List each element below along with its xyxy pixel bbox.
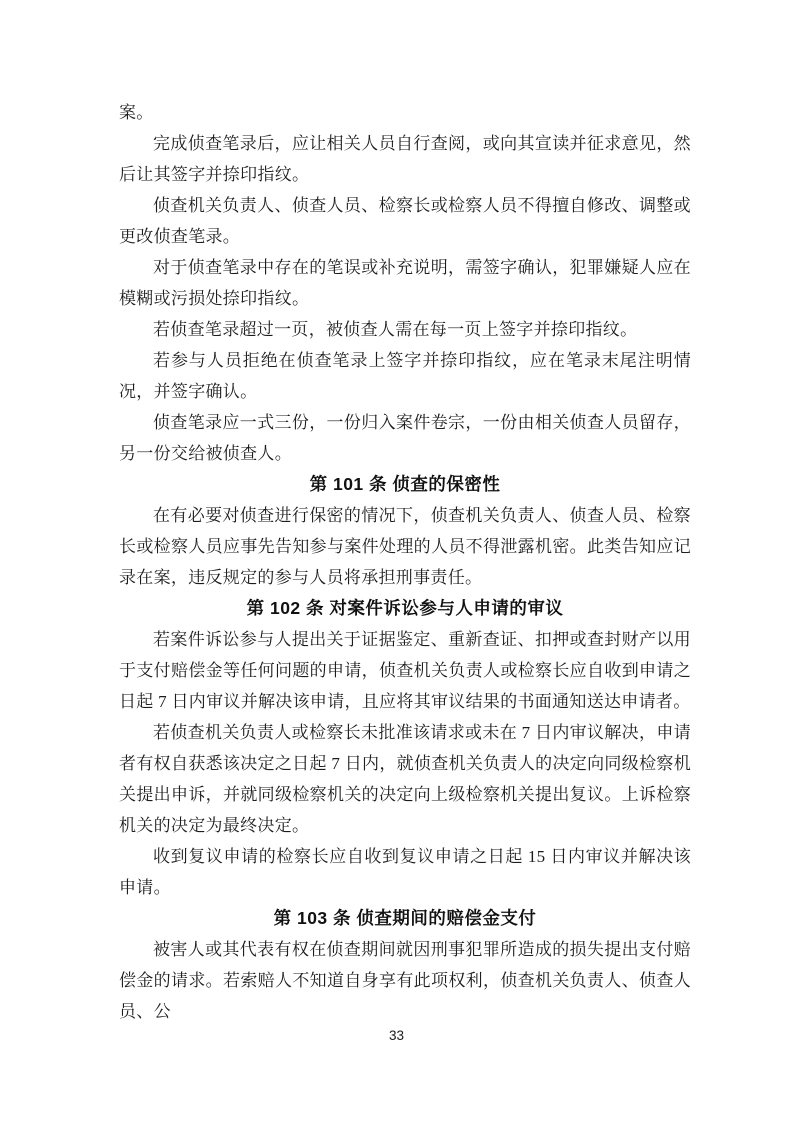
paragraph: 若案件诉讼参与人提出关于证据鉴定、重新查证、扣押或查封财产以用于支付赔偿金等任何问题的申请，侦查机关负责人或检察长应自收到申请之日起 7 日内审议并解决该申请，且应将其审议结果的书面通知送达申请者。	[119, 630, 691, 711]
paragraph: 在有必要对侦查进行保密的情况下，侦查机关负责人、侦查人员、检察长或检察人员应事先告知参与案件处理的人员不得泄露机密。此类告知应记录在案，违反规定的参与人员将承担刑事责任。	[119, 506, 691, 587]
paragraph: 若参与人员拒绝在侦查笔录上签字并捺印指纹，应在笔录末尾注明情况，并签字确认。	[119, 351, 691, 401]
page-number: 33	[388, 1028, 405, 1043]
paragraph: 完成侦查笔录后，应让相关人员自行查阅，或向其宣读并征求意见，然后让其签字并捺印指纹。	[119, 134, 691, 184]
section-heading: 第 102 条 对案件诉讼参与人申请的审议	[246, 598, 564, 618]
document-body	[119, 97, 691, 1027]
paragraph: 侦查机关负责人、侦查人员、检察长或检察人员不得擅自修改、调整或更改侦查笔录。	[119, 196, 691, 246]
paragraph: 对于侦查笔录中存在的笔误或补充说明，需签字确认，犯罪嫌疑人应在模糊或污损处捺印指纹。	[119, 258, 691, 308]
paragraph: 收到复议申请的检察长应自收到复议申请之日起 15 日内审议并解决该申请。	[119, 847, 691, 897]
paragraph: 若侦查机关负责人或检察长未批准该请求或未在 7 日内审议解决，申请者有权自获悉该决定之日起 7 日内，就侦查机关负责人的决定向同级检察机关提出申诉，并就同级检察机关的决定向上级检察机关提出复议。上诉检察机关的决定为最终决定。	[119, 723, 691, 835]
paragraph: 案。	[119, 103, 154, 122]
paragraph: 若侦查笔录超过一页，被侦查人需在每一页上签字并捺印指纹。	[153, 320, 638, 339]
section-heading: 第 103 条 侦查期间的赔偿金支付	[273, 908, 537, 928]
paragraph: 被害人或其代表有权在侦查期间就因刑事犯罪所造成的损失提出支付赔偿金的请求。若索赔人不知道自身享有此项权利，侦查机关负责人、侦查人员、公	[119, 940, 691, 1021]
section-heading: 第 101 条 侦查的保密性	[309, 474, 501, 494]
paragraph: 侦查笔录应一式三份，一份归入案件卷宗，一份由相关侦查人员留存，另一份交给被侦查人。	[119, 413, 691, 463]
